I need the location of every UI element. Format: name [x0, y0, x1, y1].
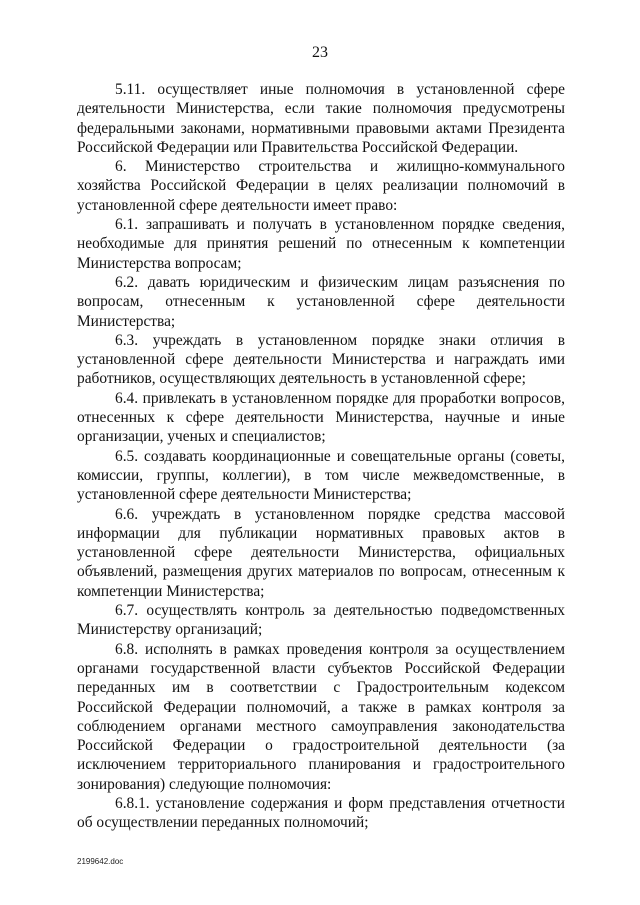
paragraph-5-11: 5.11. осуществляет иные полномочия в установленной сфере деятельности Министерства, если такие полномочия предусмотрены федеральными законами, нормативными правовыми актами Президента Российской Федерации или Правительства Российской Федерации.	[77, 81, 565, 156]
paragraph-6-1: 6.1. запрашивать и получать в установленном порядке сведения, необходимые для принятия решений по отнесенным к компетенции Министерства вопросам;	[77, 216, 565, 272]
paragraph-6-7: 6.7. осуществлять контроль за деятельностью подведомственных Министерству организаций;	[77, 602, 565, 639]
page-number: 23	[312, 44, 328, 61]
paragraph-6-2: 6.2. давать юридическим и физическим лицам разъяснения по вопросам, отнесенным к установленной сфере деятельности Министерства;	[77, 273, 565, 330]
paragraph-6: 6. Министерство строительства и жилищно-коммунального хозяйства Российской Федерации в целях реализации полномочий в установленной сфере деятельности имеет право:	[77, 158, 565, 214]
paragraph-6-8-1: 6.8.1. установление содержания и форм представления отчетности об осуществлении переданных полномочий;	[77, 794, 565, 832]
paragraph-6-4: 6.4. привлекать в установленном порядке для проработки вопросов, отнесенных к сфере деятельности Министерства, научные и иные организации, ученых и специалистов;	[77, 389, 565, 446]
paragraph-6-5: 6.5. создавать координационные и совещательные органы (советы, комиссии, группы, коллегии), в том числе межведомственные, в установленной сфере деятельности Министерства;	[77, 447, 565, 504]
document-body	[77, 80, 565, 833]
paragraph-6-8: 6.8. исполнять в рамках проведения контроля за осуществлением органами государственной власти субъектов Российской Федерации переданных им в соответствии с Градостроительным кодексом Российской Федерации полномочий, а также в рамках контроля за соблюдением органами местного самоуправления законодательства Российской Федерации о градостроительной деятельности (за исключением территориального планирования и градостроительного зонирования) следующие полномочия:	[77, 640, 565, 793]
paragraph-6-3: 6.3. учреждать в установленном порядке знаки отличия в установленной сфере деятельности Министерства и награждать ими работников, осуществляющих деятельность в установленной сфере;	[77, 331, 565, 388]
paragraph-6-6: 6.6. учреждать в установленном порядке средства массовой информации для публикации нормативных правовых актов в установленной сфере деятельности Министерства, официальных объявлений, размещения других материалов по вопросам, отнесенным к компетенции Министерства;	[77, 505, 565, 600]
document-filename-footer: 2199642.doc	[77, 857, 124, 866]
